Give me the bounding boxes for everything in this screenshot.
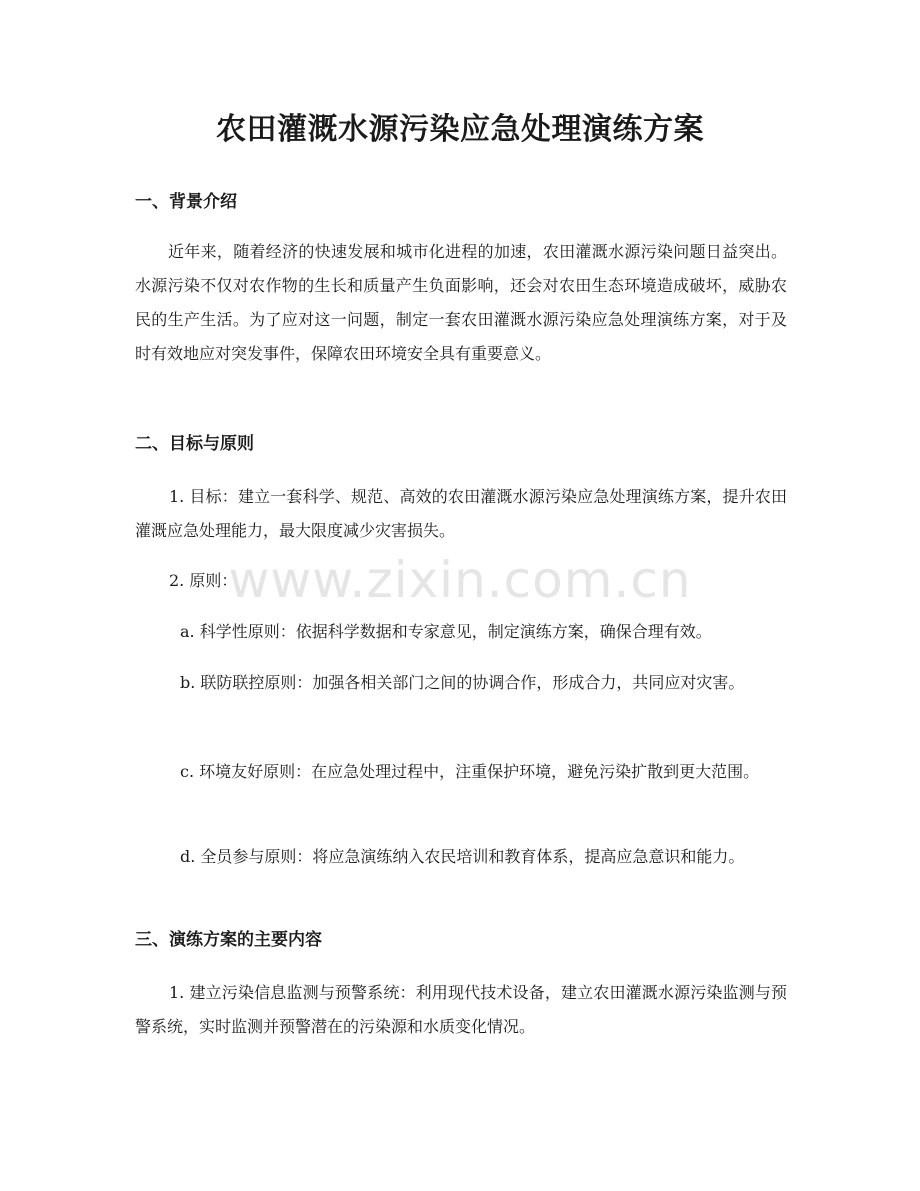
principle-a-paragraph: a. 科学性原则：依据科学数据和专家意见，制定演练方案，确保合理有效。	[180, 622, 712, 641]
section-heading-background: 一、背景介绍	[135, 192, 237, 212]
principle-c-paragraph: c. 环境友好原则：在应急处理过程中，注重保护环境，避免污染扩散到更大范围。	[180, 762, 760, 781]
section-heading-drill-content: 三、演练方案的主要内容	[135, 930, 322, 950]
goal-paragraph: 1. 目标：建立一套科学、规范、高效的农田灌溉水源污染应急处理演练方案，提升农田灌溉应急处理能力，最大限度减少灾害损失。	[135, 487, 787, 540]
principle-b-paragraph: b. 联防联控原则：加强各相关部门之间的协调合作，形成合力，共同应对灾害。	[180, 673, 745, 692]
principles-paragraph: 2. 原则：	[169, 571, 238, 590]
watermark: www.zixin.com.cn	[228, 551, 692, 609]
background-paragraph: 近年来，随着经济的快速发展和城市化进程的加速，农田灌溉水源污染问题日益突出。水源污染不仅对农作物的生长和质量产生负面影响，还会对农田生态环境造成破坏，威胁农民的生产生活。为了应对这一问题，制定一套农田灌溉水源污染应急处理演练方案，对于及时有效地应对突发事件，保障农田环境安全具有重要意义。	[135, 242, 787, 363]
principle-d-paragraph: d. 全员参与原则：将应急演练纳入农民培训和教育体系，提高应急意识和能力。	[180, 847, 745, 866]
section-heading-goals-principles: 二、目标与原则	[135, 434, 254, 454]
document-title: 农田灌溉水源污染应急处理演练方案	[216, 112, 704, 147]
drill-item-1-paragraph: 1. 建立污染信息监测与预警系统：利用现代技术设备，建立农田灌溉水源污染监测与预警系统，实时监测并预警潜在的污染源和水质变化情况。	[135, 983, 787, 1036]
